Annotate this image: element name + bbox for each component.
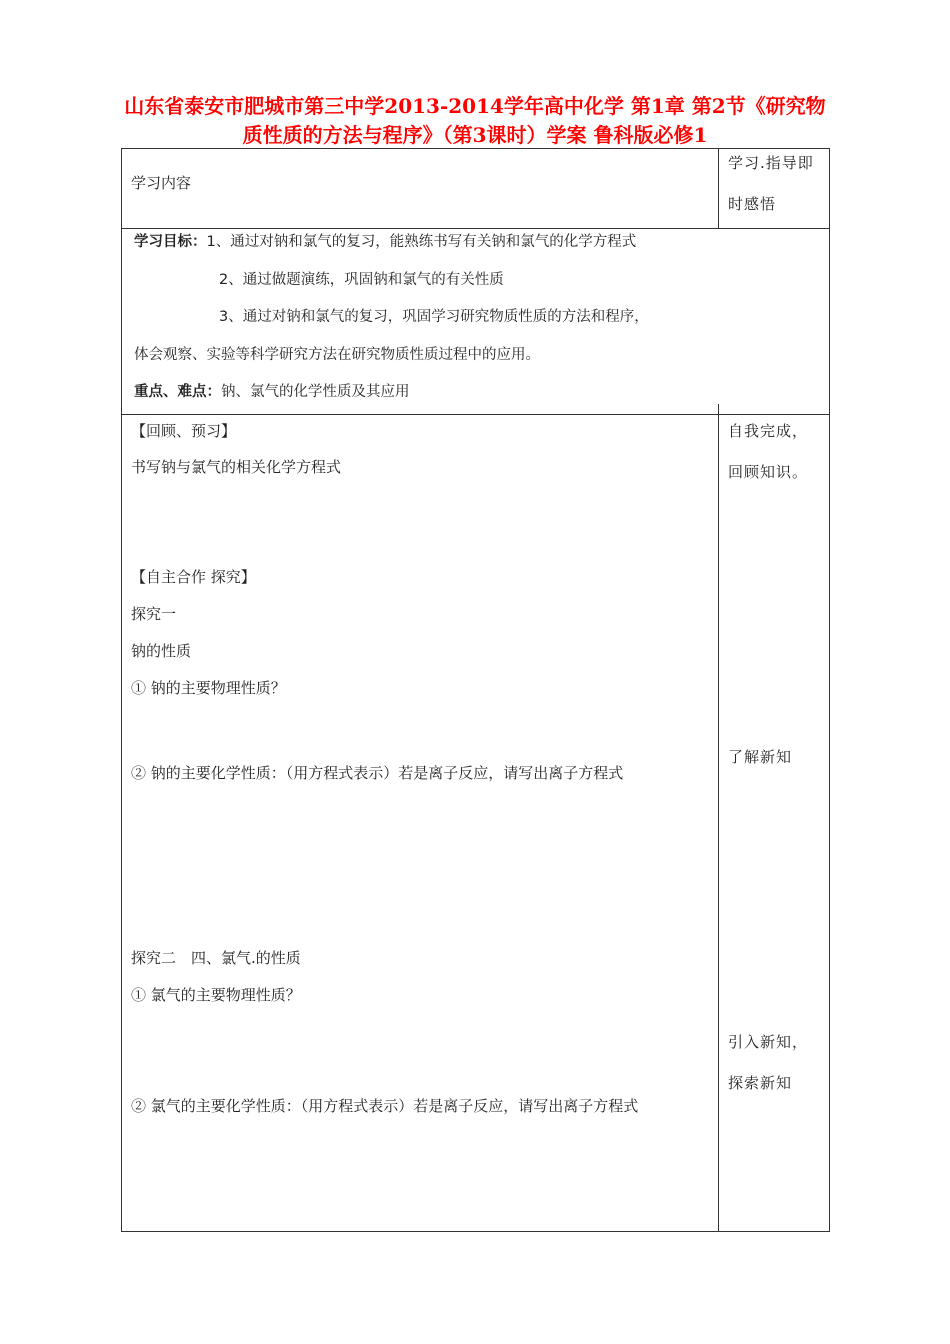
side-note-3-line-1: 引入新知， <box>728 1033 809 1051</box>
explore-1-title: 探究一 <box>131 605 177 623</box>
document-title <box>70 92 880 150</box>
header-guidance-line-2: 时感悟 <box>728 195 777 213</box>
header-guidance-line-1: 学习.指导即 <box>728 154 814 172</box>
objective-item-1: 1、通过对钠和氯气的复习，能熟练书写有关钠和氯气的化学方程式 <box>206 234 637 250</box>
key-points-label: 重点、难点： <box>134 384 221 400</box>
objectives-label: 学习目标： <box>134 234 207 250</box>
header-learning-content: 学习内容 <box>131 174 192 192</box>
objective-item-3: 3、通过对钠和氯气的复习，巩固学习研究物质性质的方法和程序， <box>219 309 649 325</box>
row-divider-objectives <box>121 414 830 415</box>
sodium-physical-question: ① 钠的主要物理性质？ <box>131 679 286 697</box>
explore-1-subtitle: 钠的性质 <box>131 642 192 660</box>
column-divider-tick <box>718 404 719 414</box>
key-points-text: 钠、氯气的化学性质及其应用 <box>221 384 410 400</box>
objective-item-2: 2、通过做题演练，巩固钠和氯气的有关性质 <box>219 272 504 288</box>
objective-row-1 <box>134 232 636 252</box>
title-line-1: 山东省泰安市肥城市第三中学2013-2014学年高中化学 第1章 第2节《研究物 <box>124 94 826 118</box>
review-text: 书写钠与氯气的相关化学方程式 <box>131 458 342 476</box>
chlorine-chemical-question: ② 氯气的主要化学性质：（用方程式表示）若是离子反应，请写出离子方程式 <box>131 1097 639 1115</box>
explore-2-title: 探究二 四、氯气.的性质 <box>131 949 301 967</box>
side-note-1-line-2: 回顾知识。 <box>728 463 809 481</box>
review-heading: 【回顾、预习】 <box>131 422 237 440</box>
sodium-chemical-question: ② 钠的主要化学性质：（用方程式表示）若是离子反应，请写出离子方程式 <box>131 764 624 782</box>
row-divider-header <box>121 228 830 229</box>
side-note-3-line-2: 探索新知 <box>728 1074 793 1092</box>
column-divider-top <box>718 148 719 228</box>
side-note-1-line-1: 自我完成， <box>728 422 809 440</box>
key-points-row <box>134 382 410 402</box>
chlorine-physical-question: ① 氯气的主要物理性质？ <box>131 986 301 1004</box>
title-line-2: 质性质的方法与程序》（第3课时）学案 鲁科版必修1 <box>242 123 708 147</box>
explore-heading: 【自主合作 探究】 <box>131 568 256 586</box>
objective-item-3-continued: 体会观察、实验等科学研究方法在研究物质性质过程中的应用。 <box>134 347 540 363</box>
column-divider-main <box>718 414 719 1232</box>
side-note-2: 了解新知 <box>728 748 793 766</box>
